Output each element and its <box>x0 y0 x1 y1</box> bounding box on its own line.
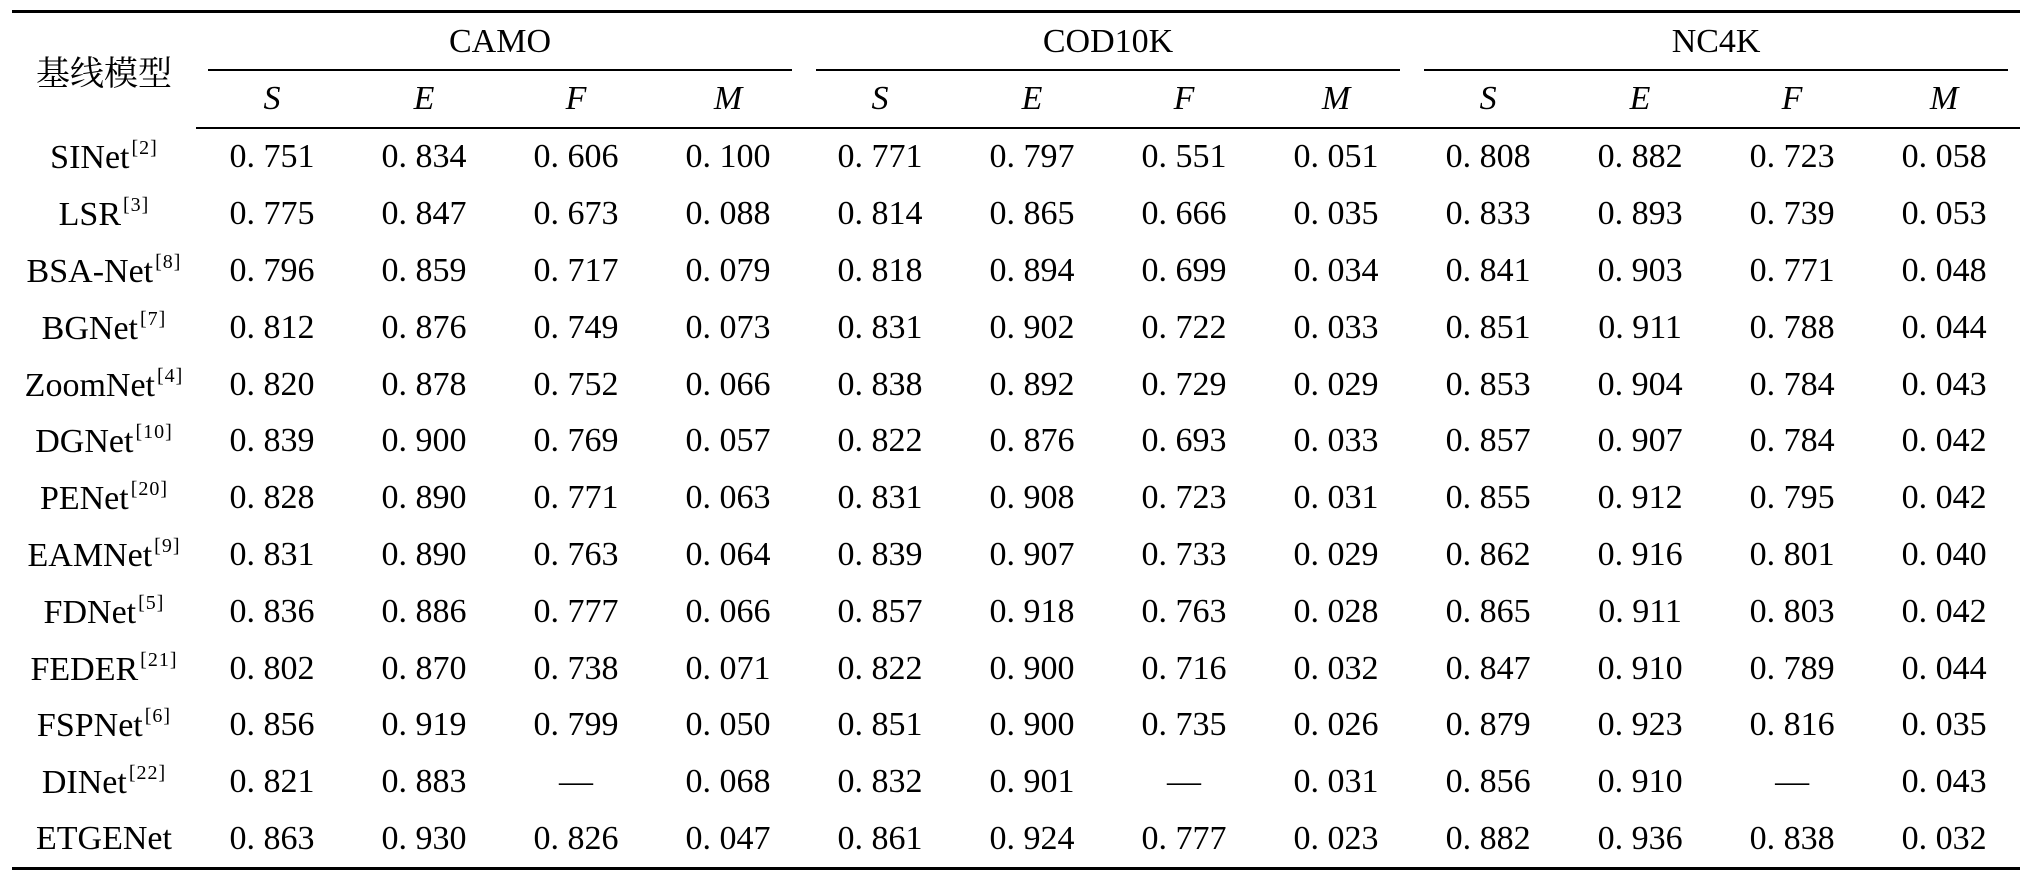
model-name-cell <box>12 754 196 811</box>
value-cell: 0. 861 <box>804 811 956 869</box>
value-cell: 0. 890 <box>381 535 467 573</box>
reference-marker: [22] <box>128 762 167 785</box>
value-cell: 0. 799 <box>533 706 619 744</box>
model-name: BSA-Net <box>26 252 154 290</box>
model-name: LSR <box>58 196 122 234</box>
value-cell: 0. 890 <box>381 479 467 517</box>
value-cell: 0. 930 <box>348 811 500 869</box>
value-cell: 0. 047 <box>652 811 804 869</box>
model-name: FEDER <box>30 650 139 688</box>
value-cell: 0. 795 <box>1749 479 1835 517</box>
value-cell: 0. 847 <box>381 195 467 233</box>
metric-header: E <box>956 71 1108 128</box>
value-cell: 0. 053 <box>1901 195 1987 233</box>
value-cell: 0. 876 <box>989 422 1075 460</box>
model-name: PENet <box>39 480 129 518</box>
value-cell: 0. 862 <box>1445 535 1531 573</box>
model-name-cell <box>12 640 196 697</box>
model-name-cell <box>12 811 196 869</box>
value-cell: 0. 816 <box>1749 706 1835 744</box>
value-cell: 0. 836 <box>229 592 315 630</box>
model-name: DGNet <box>35 423 134 461</box>
value-cell: 0. 903 <box>1597 251 1683 289</box>
table-row <box>12 356 2020 413</box>
value-cell: 0. 865 <box>989 195 1075 233</box>
reference-marker: [6] <box>144 705 172 728</box>
value-cell: 0. 032 <box>1293 649 1379 687</box>
model-name-cell <box>12 583 196 640</box>
value-cell: 0. 032 <box>1868 811 2020 869</box>
value-cell: 0. 910 <box>1597 649 1683 687</box>
model-name: EAMNet <box>27 536 153 574</box>
metric-header: F <box>500 71 652 128</box>
value-cell: 0. 847 <box>1445 649 1531 687</box>
value-cell: 0. 763 <box>533 535 619 573</box>
value-cell: 0. 717 <box>533 251 619 289</box>
value-cell: 0. 051 <box>1293 138 1379 176</box>
table-row <box>12 697 2020 754</box>
value-cell: 0. 857 <box>837 592 923 630</box>
value-cell: 0. 035 <box>1293 195 1379 233</box>
reference-marker: [4] <box>156 364 184 387</box>
value-cell: 0. 693 <box>1141 422 1227 460</box>
value-cell: 0. 029 <box>1293 535 1379 573</box>
value-cell: 0. 029 <box>1293 365 1379 403</box>
value-cell: 0. 033 <box>1293 308 1379 346</box>
reference-marker: [10] <box>135 421 173 444</box>
value-cell: 0. 100 <box>685 138 771 176</box>
value-cell: 0. 026 <box>1293 706 1379 744</box>
reference-marker: [2] <box>131 136 158 159</box>
reference-marker: [20] <box>130 478 169 501</box>
metric-header: M <box>1868 71 2020 128</box>
value-cell: 0. 723 <box>1749 138 1835 176</box>
value-cell: 0. 035 <box>1901 706 1987 744</box>
value-cell: 0. 834 <box>381 138 467 176</box>
model-name: FSPNet <box>36 707 143 745</box>
table-row <box>12 470 2020 527</box>
value-cell: 0. 063 <box>685 479 771 517</box>
table-row <box>12 583 2020 640</box>
model-name-cell <box>12 356 196 413</box>
value-cell: 0. 879 <box>1445 706 1531 744</box>
value-cell: 0. 079 <box>685 251 771 289</box>
metric-header: S <box>804 71 956 128</box>
value-cell: 0. 900 <box>989 649 1075 687</box>
value-cell: 0. 064 <box>685 535 771 573</box>
value-cell: 0. 735 <box>1141 706 1227 744</box>
value-cell: 0. 729 <box>1141 365 1227 403</box>
model-name: DINet <box>41 764 127 802</box>
value-cell: 0. 865 <box>1445 592 1531 630</box>
value-cell: 0. 904 <box>1597 365 1683 403</box>
value-cell: 0. 907 <box>1597 422 1683 460</box>
value-cell: 0. 883 <box>381 763 467 801</box>
value-cell: 0. 722 <box>1141 308 1227 346</box>
reference-marker: [9] <box>154 534 181 557</box>
value-cell: 0. 802 <box>229 649 315 687</box>
table-row <box>12 243 2020 300</box>
metric-header-row <box>12 71 2020 128</box>
value-cell: 0. 801 <box>1749 535 1835 573</box>
model-name-cell <box>12 299 196 356</box>
value-cell: 0. 856 <box>1445 763 1531 801</box>
reference-marker: [21] <box>140 648 178 671</box>
value-cell: 0. 839 <box>229 422 315 460</box>
model-name-cell <box>12 413 196 470</box>
value-cell: 0. 814 <box>837 195 923 233</box>
value-cell: 0. 851 <box>837 706 923 744</box>
value-cell: 0. 882 <box>1597 138 1683 176</box>
model-name: BGNet <box>41 309 138 347</box>
value-cell: 0. 042 <box>1901 592 1987 630</box>
value-cell: 0. 752 <box>533 365 619 403</box>
value-cell: 0. 857 <box>1445 422 1531 460</box>
model-name-cell <box>12 470 196 527</box>
value-cell: 0. 831 <box>229 535 315 573</box>
value-cell: 0. 838 <box>837 365 923 403</box>
value-cell: 0. 855 <box>1445 479 1531 517</box>
value-cell: 0. 066 <box>685 365 771 403</box>
value-cell: 0. 551 <box>1141 138 1227 176</box>
value-cell: 0. 923 <box>1597 706 1683 744</box>
value-cell: 0. 733 <box>1141 535 1227 573</box>
value-cell: 0. 916 <box>1597 535 1683 573</box>
value-cell: 0. 900 <box>989 706 1075 744</box>
value-cell: 0. 738 <box>533 649 619 687</box>
value-cell: 0. 936 <box>1564 811 1716 869</box>
value-cell: 0. 886 <box>381 592 467 630</box>
value-cell: 0. 859 <box>381 251 467 289</box>
value-cell: 0. 775 <box>229 195 315 233</box>
value-cell: 0. 924 <box>956 811 1108 869</box>
model-name-cell <box>12 186 196 243</box>
table-row <box>12 186 2020 243</box>
value-cell: 0. 031 <box>1293 763 1379 801</box>
results-table <box>12 10 2020 870</box>
value-cell: 0. 034 <box>1293 251 1379 289</box>
value-cell: 0. 058 <box>1901 138 1987 176</box>
value-cell: 0. 071 <box>685 649 771 687</box>
metric-header: F <box>1716 71 1868 128</box>
value-cell: 0. 912 <box>1597 479 1683 517</box>
value-cell: 0. 838 <box>1716 811 1868 869</box>
value-cell: 0. 068 <box>685 763 771 801</box>
value-cell: 0. 910 <box>1597 763 1683 801</box>
value-cell: 0. 716 <box>1141 649 1227 687</box>
value-cell: 0. 818 <box>837 251 923 289</box>
value-cell: 0. 876 <box>381 308 467 346</box>
value-cell: 0. 822 <box>837 649 923 687</box>
value-cell: 0. 828 <box>229 479 315 517</box>
value-cell: 0. 043 <box>1901 763 1987 801</box>
value-cell: 0. 882 <box>1412 811 1564 869</box>
value-cell: 0. 771 <box>1749 251 1835 289</box>
value-cell: 0. 803 <box>1749 592 1835 630</box>
value-cell: — <box>1775 763 1810 801</box>
value-cell: 0. 749 <box>533 308 619 346</box>
table-row <box>12 811 2020 869</box>
value-cell: 0. 831 <box>837 308 923 346</box>
value-cell: 0. 833 <box>1445 195 1531 233</box>
value-cell: 0. 028 <box>1293 592 1379 630</box>
value-cell: 0. 606 <box>533 138 619 176</box>
value-cell: 0. 919 <box>381 706 467 744</box>
value-cell: 0. 023 <box>1260 811 1412 869</box>
value-cell: 0. 073 <box>685 308 771 346</box>
value-cell: 0. 050 <box>685 706 771 744</box>
table-body <box>12 128 2020 869</box>
value-cell: 0. 831 <box>837 479 923 517</box>
value-cell: 0. 808 <box>1445 138 1531 176</box>
value-cell: 0. 851 <box>1445 308 1531 346</box>
value-cell: 0. 832 <box>837 763 923 801</box>
value-cell: 0. 820 <box>229 365 315 403</box>
table-row <box>12 413 2020 470</box>
value-cell: 0. 821 <box>229 763 315 801</box>
value-cell: 0. 057 <box>685 422 771 460</box>
group-header-cod10k: COD10K <box>804 12 1412 72</box>
value-cell: 0. 822 <box>837 422 923 460</box>
model-name: ETGENet <box>36 819 172 857</box>
metric-header: S <box>196 71 348 128</box>
value-cell: 0. 044 <box>1901 649 1987 687</box>
value-cell: 0. 066 <box>685 592 771 630</box>
value-cell: 0. 826 <box>500 811 652 869</box>
value-cell: 0. 841 <box>1445 251 1531 289</box>
model-column-header: 基线模型 <box>12 12 196 129</box>
value-cell: 0. 797 <box>989 138 1075 176</box>
value-cell: 0. 777 <box>1108 811 1260 869</box>
table-row <box>12 754 2020 811</box>
metric-header: S <box>1412 71 1564 128</box>
value-cell: 0. 666 <box>1141 195 1227 233</box>
value-cell: 0. 839 <box>837 535 923 573</box>
value-cell: 0. 812 <box>229 308 315 346</box>
value-cell: 0. 788 <box>1749 308 1835 346</box>
value-cell: 0. 878 <box>381 365 467 403</box>
value-cell: 0. 902 <box>989 308 1075 346</box>
value-cell: 0. 918 <box>989 592 1075 630</box>
value-cell: 0. 796 <box>229 251 315 289</box>
value-cell: 0. 739 <box>1749 195 1835 233</box>
value-cell: 0. 771 <box>837 138 923 176</box>
value-cell: 0. 043 <box>1901 365 1987 403</box>
model-name-cell <box>12 697 196 754</box>
table-row <box>12 128 2020 186</box>
reference-marker: [3] <box>123 194 150 217</box>
metric-header: M <box>652 71 804 128</box>
value-cell: 0. 673 <box>533 195 619 233</box>
value-cell: 0. 892 <box>989 365 1075 403</box>
value-cell: 0. 893 <box>1597 195 1683 233</box>
value-cell: 0. 911 <box>1598 592 1682 630</box>
value-cell: 0. 784 <box>1749 422 1835 460</box>
value-cell: 0. 784 <box>1749 365 1835 403</box>
value-cell: 0. 777 <box>533 592 619 630</box>
group-header-row <box>12 12 2020 72</box>
group-header-nc4k: NC4K <box>1412 12 2020 72</box>
value-cell: 0. 723 <box>1141 479 1227 517</box>
value-cell: 0. 044 <box>1901 308 1987 346</box>
value-cell: 0. 031 <box>1293 479 1379 517</box>
value-cell: — <box>1167 763 1202 801</box>
table-row <box>12 640 2020 697</box>
value-cell: — <box>559 763 593 801</box>
metric-header: E <box>1564 71 1716 128</box>
model-name-cell <box>12 128 196 186</box>
model-name: ZoomNet <box>24 366 155 404</box>
model-name: SINet <box>50 138 130 176</box>
table-row <box>12 527 2020 584</box>
model-name-cell <box>12 243 196 300</box>
value-cell: 0. 040 <box>1901 535 1987 573</box>
table-row <box>12 299 2020 356</box>
value-cell: 0. 751 <box>229 138 315 176</box>
value-cell: 0. 048 <box>1901 251 1987 289</box>
value-cell: 0. 901 <box>989 763 1075 801</box>
value-cell: 0. 900 <box>381 422 467 460</box>
reference-marker: [5] <box>138 591 165 614</box>
value-cell: 0. 911 <box>1598 308 1682 346</box>
value-cell: 0. 042 <box>1901 479 1987 517</box>
value-cell: 0. 789 <box>1749 649 1835 687</box>
value-cell: 0. 894 <box>989 251 1075 289</box>
value-cell: 0. 042 <box>1901 422 1987 460</box>
metric-header: M <box>1260 71 1412 128</box>
value-cell: 0. 908 <box>989 479 1075 517</box>
value-cell: 0. 771 <box>533 479 619 517</box>
value-cell: 0. 853 <box>1445 365 1531 403</box>
reference-marker: [8] <box>155 250 182 273</box>
metric-header: E <box>348 71 500 128</box>
value-cell: 0. 699 <box>1141 251 1227 289</box>
value-cell: 0. 763 <box>1141 592 1227 630</box>
metric-header: F <box>1108 71 1260 128</box>
value-cell: 0. 088 <box>685 195 771 233</box>
model-name-cell <box>12 527 196 584</box>
value-cell: 0. 870 <box>381 649 467 687</box>
value-cell: 0. 907 <box>989 535 1075 573</box>
value-cell: 0. 863 <box>196 811 348 869</box>
reference-marker: [7] <box>140 307 167 330</box>
group-header-camo: CAMO <box>196 12 804 72</box>
value-cell: 0. 856 <box>229 706 315 744</box>
model-name: FDNet <box>43 593 137 631</box>
value-cell: 0. 033 <box>1293 422 1379 460</box>
value-cell: 0. 769 <box>533 422 619 460</box>
